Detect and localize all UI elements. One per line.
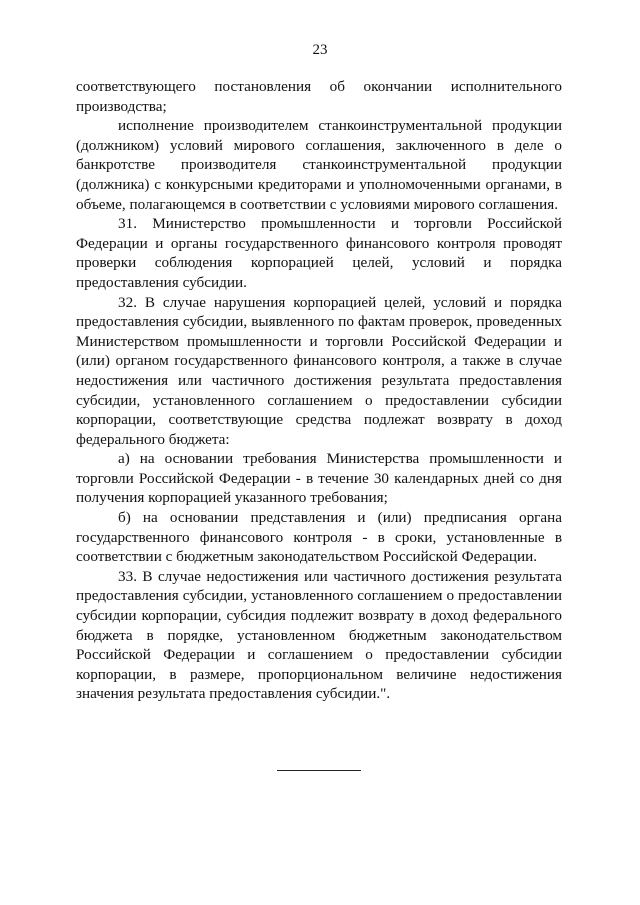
paragraph-clause-31: 31. Министерство промышленности и торговли Российской Федерации и органы государственного финансового контроля проводят проверки соблюдения корпорацией целей, условий и порядка предоставления субсидии. xyxy=(76,215,562,291)
paragraph-subclause-b: б) на основании представления и (или) предписания органа государственного финансового контроля - в сроки, установленные в соответствии с бюджетным законодательством Российской Федерации. xyxy=(76,509,562,566)
paragraph-settlement-agreement: исполнение производителем станкоинструментальной продукции (должником) условий мирового соглашения, заключенного в деле о банкротстве производителя станкоинструментальной продукции (должника) с конкурсными кредиторами и уполномоченными органами, в объеме, полагающемся в соответствии с условиями мирового соглашения. xyxy=(76,117,562,213)
paragraph-clause-32: 32. В случае нарушения корпорацией целей, условий и порядка предоставления субсидии, выявленного по фактам проверок, проведенных Министерством промышленности и торговли Российской Федерации и (или) органом государственного финансового контроля, а также в случае недостижения или частичного достижения результата предоставления субсидии, установленного соглашением о предоставлении субсидии корпорации, соответствующие средства подлежат возврату в доход федерального бюджета: xyxy=(76,293,562,448)
paragraph-clause-33: 33. В случае недостижения или частичного достижения результата предоставления субсидии, установленного соглашением о предоставлении субсидии корпорации, субсидия подлежит возврату в доход федерального бюджета в порядке, установленном бюджетным законодательством Российской Федерации и соглашением о предоставлении субсидии корпорации, в размере, пропорциональном величине недостижения значения результата предоставления субсидии.". xyxy=(76,567,562,703)
paragraph-continuation: соответствующего постановления об окончании исполнительного производства; xyxy=(76,78,562,115)
document-body xyxy=(76,77,562,704)
end-divider-line xyxy=(277,770,361,771)
page-number: 23 xyxy=(312,42,328,58)
paragraph-subclause-a: а) на основании требования Министерства промышленности и торговли Российской Федерации - в течение 30 календарных дней со дня получения корпорацией указанного требования; xyxy=(76,450,562,507)
